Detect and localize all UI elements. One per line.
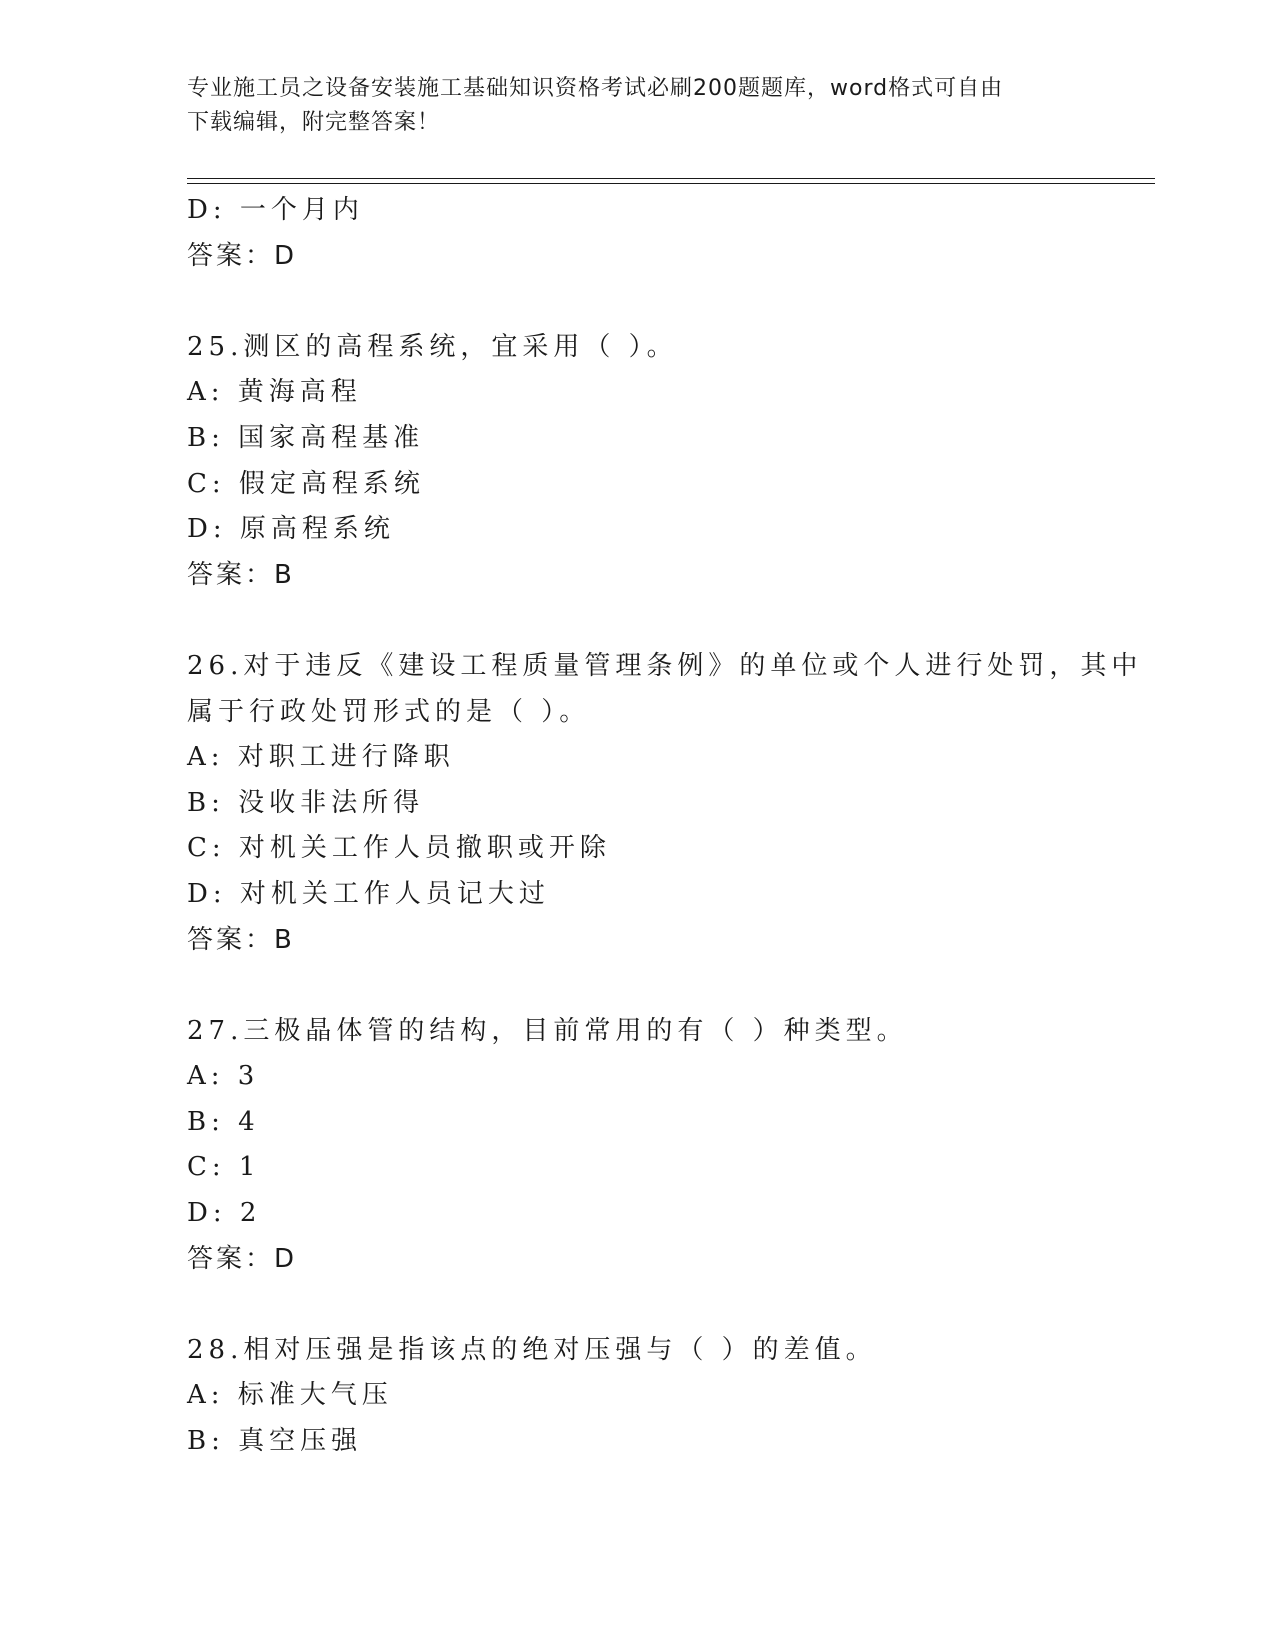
question-block-prev [187, 188, 1087, 279]
answer-line: 答案：B [187, 559, 295, 590]
question-list [187, 188, 1143, 1465]
option-b: B: 4 [187, 1106, 260, 1137]
question-text-line-2: 属于行政处罚形式的是（ ）。 [187, 696, 591, 727]
answer-line: 答案：B [187, 924, 295, 955]
spacer [187, 279, 1087, 325]
spacer [187, 963, 1087, 1009]
option-a: A: 标准大气压 [187, 1380, 393, 1411]
question-block-27 [187, 1009, 1087, 1283]
header-divider-bottom [187, 183, 1155, 184]
spacer [187, 598, 1087, 644]
header-line-2: 下载编辑，附完整答案！ [187, 110, 441, 135]
answer-line: 答案：D [187, 240, 298, 271]
option-c: C: 假定高程系统 [187, 468, 425, 499]
question-text: 27.三极晶体管的结构，目前常用的有（ ）种类型。 [187, 1015, 908, 1046]
option-b: B: 没收非法所得 [187, 787, 425, 818]
question-block-28 [187, 1328, 1087, 1465]
option-c: C: 1 [187, 1152, 261, 1183]
spacer [187, 1282, 1087, 1328]
option-a: A: 对职工进行降职 [187, 742, 455, 773]
document-header [187, 72, 1067, 140]
option-a: A: 黄海高程 [187, 377, 362, 408]
option-b: B: 真空压强 [187, 1426, 363, 1457]
option-d: D: 一个月内 [187, 195, 364, 225]
option-c: C: 对机关工作人员撤职或开除 [187, 833, 611, 864]
option-d: D: 2 [187, 1198, 262, 1229]
option-d: D: 对机关工作人员记大过 [187, 878, 550, 909]
header-divider-top [187, 178, 1155, 179]
answer-line: 答案：D [187, 1243, 298, 1274]
question-block-25 [187, 325, 1087, 599]
option-a: A: 3 [187, 1061, 260, 1092]
header-line-1: 专业施工员之设备安装施工基础知识资格考试必刷200题题库，word格式可自由 [187, 76, 1004, 101]
question-text: 25.测区的高程系统，宜采用（ ）。 [187, 331, 678, 362]
option-d: D: 原高程系统 [187, 514, 395, 545]
option-b: B: 国家高程基准 [187, 422, 425, 453]
question-text: 28.相对压强是指该点的绝对压强与（ ）的差值。 [187, 1334, 877, 1365]
question-block-26 [187, 644, 1143, 963]
question-text-line-1: 26.对于违反《建设工程质量管理条例》的单位或个人进行处罚，其中 [187, 650, 1143, 681]
